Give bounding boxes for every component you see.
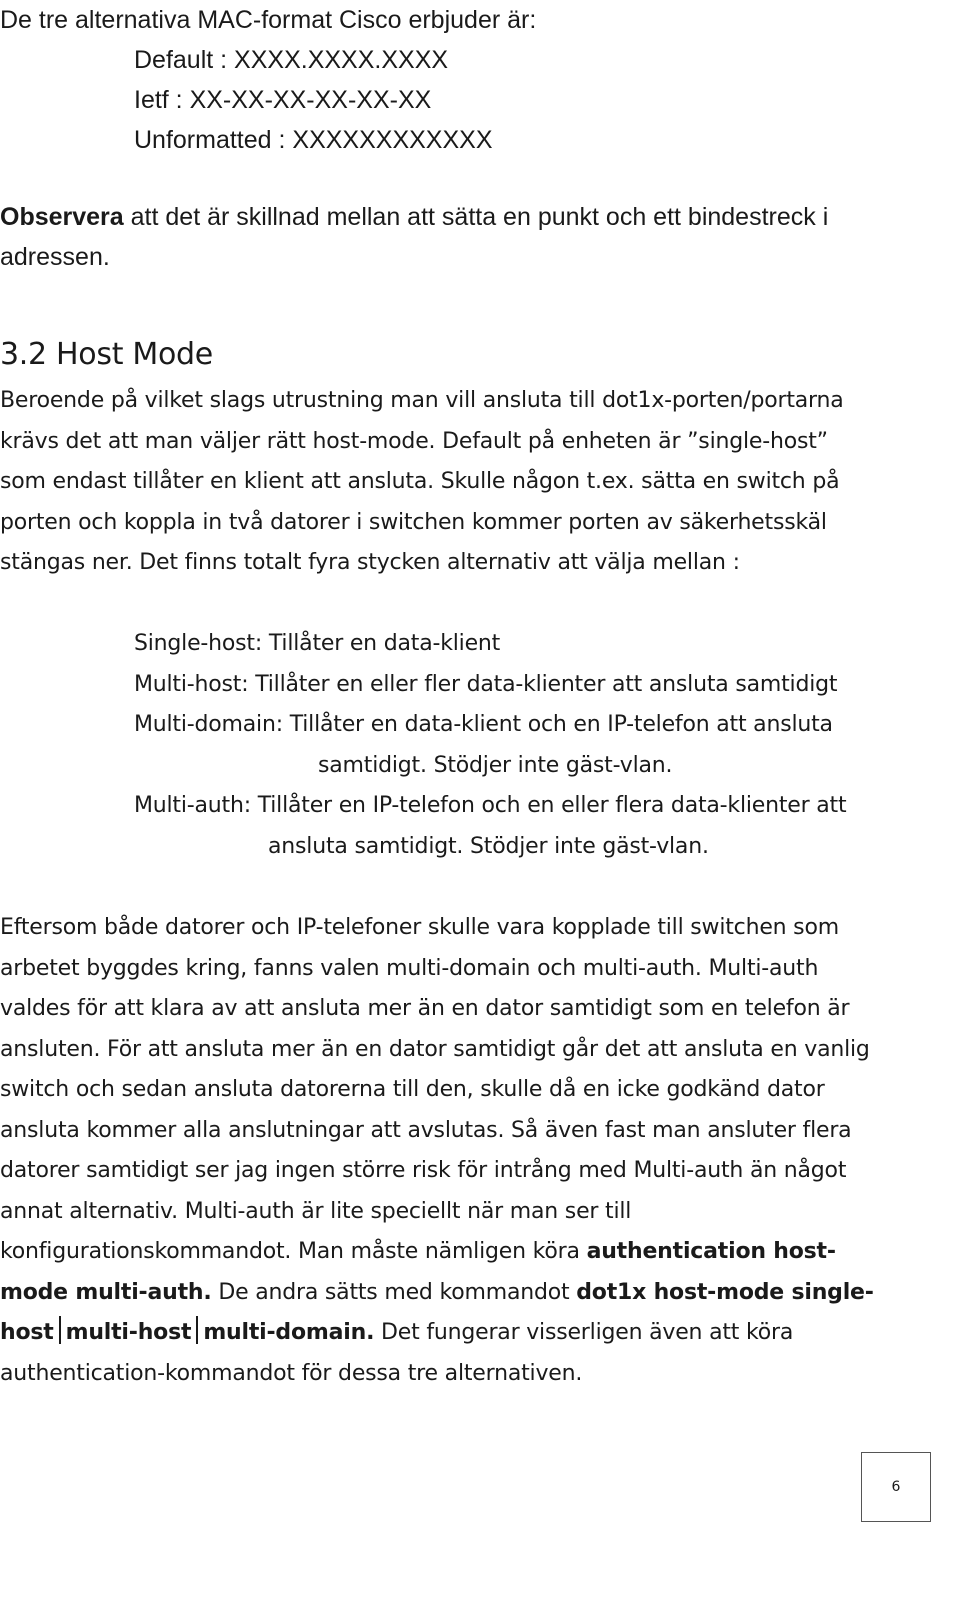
section-heading: 3.2 Host Mode bbox=[0, 337, 213, 372]
mac-format-default: Default : XXXX.XXXX.XXXX bbox=[134, 46, 449, 74]
command-multi-domain: multi-domain. bbox=[203, 1320, 375, 1345]
command-multi-auth: mode multi-auth. bbox=[0, 1279, 212, 1305]
mode-single-host: Single-host: Tillåter en data-klient bbox=[134, 631, 501, 656]
mac-format-unformatted: Unformatted : XXXXXXXXXXXX bbox=[134, 126, 493, 154]
command-text: konfigurationskommandot. Man måste nämligen köra bbox=[0, 1239, 587, 1264]
command-text: De andra sätts med kommandot bbox=[211, 1279, 577, 1305]
host-mode-intro bbox=[0, 381, 844, 584]
intro-line: porten och koppla in två datorer i switchen kommer porten av säkerhetsskäl bbox=[0, 509, 827, 535]
command-text: Det fungerar visserligen även att köra bbox=[374, 1320, 794, 1345]
mac-format-ietf: Ietf : XX-XX-XX-XX-XX-XX bbox=[134, 86, 432, 114]
conclusion-line: Eftersom både datorer och IP-telefoner skulle vara kopplade till switchen som bbox=[0, 915, 839, 940]
mode-multi-auth: Multi-auth: Tillåter en IP-telefon och en eller flera data-klienter att bbox=[134, 793, 847, 818]
intro-line: som endast tillåter en klient att ansluta. Skulle någon t.ex. sätta en switch på bbox=[0, 469, 840, 494]
intro-line: stängas ner. Det finns totalt fyra stycken alternativ att välja mellan : bbox=[0, 550, 740, 575]
conclusion-line: valdes för att klara av att ansluta mer än en dator samtidigt som en telefon är bbox=[0, 996, 850, 1021]
mode-multi-host: Multi-host: Tillåter en eller fler data-klienter att ansluta samtidigt bbox=[134, 671, 838, 697]
conclusion-line: ansluta kommer alla anslutningar att avslutas. Så även fast man ansluter flera bbox=[0, 1117, 852, 1143]
conclusion-line: annat alternativ. Multi-auth är lite speciellt när man ser till bbox=[0, 1198, 632, 1224]
mac-format-intro: De tre alternativa MAC-format Cisco erbjuder är: bbox=[0, 6, 537, 34]
conclusion-line: ansluten. För att ansluta mer än en dator samtidigt går det att ansluta en vanlig bbox=[0, 1036, 870, 1062]
host-mode-list bbox=[0, 624, 846, 867]
command-line-2 bbox=[0, 1273, 874, 1314]
conclusion-line: arbetet byggdes kring, fanns valen multi-domain och multi-auth. Multi-auth bbox=[0, 955, 819, 981]
mode-multi-domain: Multi-domain: Tillåter en data-klient och en IP-telefon att ansluta bbox=[134, 712, 833, 737]
page-number: 6 bbox=[861, 1452, 931, 1522]
command-host: host bbox=[0, 1320, 54, 1345]
command-line-4: authentication-kommandot för dessa tre alternativen. bbox=[0, 1360, 583, 1386]
note-line-2: adressen. bbox=[0, 243, 110, 271]
intro-line: krävs det att man väljer rätt host-mode. Default på enheten är ”single-host” bbox=[0, 428, 828, 454]
note-bold: Observera bbox=[0, 203, 124, 231]
conclusion-line: datorer samtidigt ser jag ingen större risk för intrång med Multi-auth än något bbox=[0, 1158, 847, 1183]
note-line-1 bbox=[0, 197, 828, 237]
separator-bar bbox=[59, 1316, 61, 1344]
conclusion-paragraph bbox=[0, 908, 874, 1394]
intro-line: Beroende på vilket slags utrustning man vill ansluta till dot1x-porten/portarna bbox=[0, 388, 844, 413]
mac-format-section bbox=[0, 0, 536, 160]
command-dot1x: dot1x host-mode single- bbox=[576, 1279, 874, 1305]
command-line-1 bbox=[0, 1232, 874, 1273]
conclusion-line: switch och sedan ansluta datorerna till den, skulle då en icke godkänd dator bbox=[0, 1077, 825, 1102]
note-text-1: att det är skillnad mellan att sätta en punkt och ett bindestreck i bbox=[123, 203, 829, 231]
command-authentication: authentication host- bbox=[586, 1239, 836, 1264]
mac-format-note bbox=[0, 197, 828, 277]
separator-bar bbox=[196, 1316, 198, 1344]
command-line-3 bbox=[0, 1313, 874, 1354]
command-multi-host: multi-host bbox=[65, 1320, 192, 1345]
mode-multi-auth-cont: ansluta samtidigt. Stödjer inte gäst-vlan. bbox=[268, 833, 709, 859]
mode-multi-domain-cont: samtidigt. Stödjer inte gäst-vlan. bbox=[318, 752, 673, 778]
